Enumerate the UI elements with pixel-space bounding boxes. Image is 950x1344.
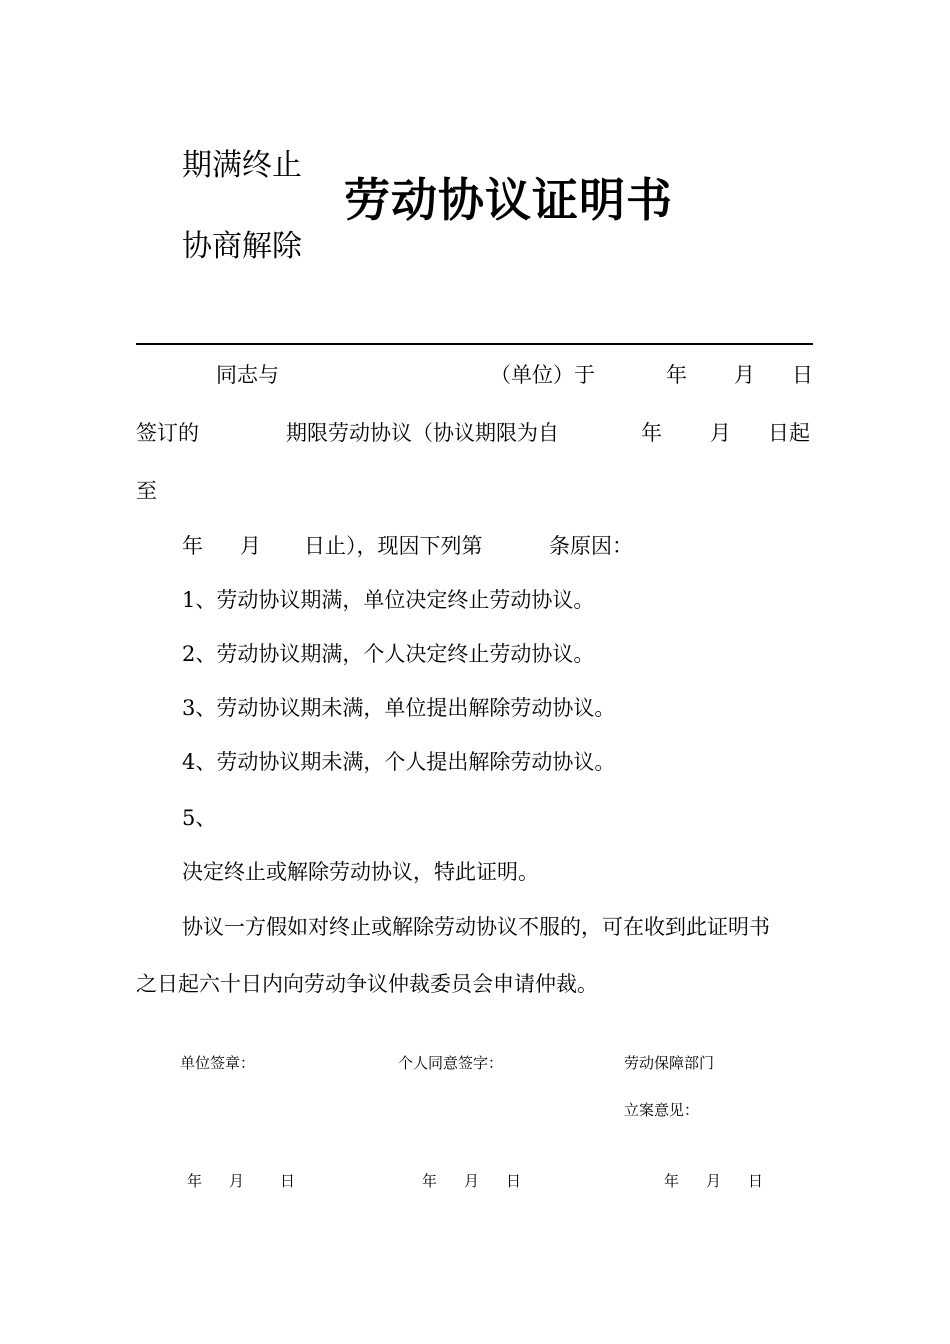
decision-text: 决定终止或解除劳动协议，特此证明。 <box>182 860 539 884</box>
document-title: 劳动协议证明书 <box>344 173 673 227</box>
blank-month: 月 <box>240 534 261 558</box>
text-term: 期限劳动协议（协议期限为自 <box>286 421 559 445</box>
list-item: 1、劳动协议期满，单位决定终止劳动协议。 <box>182 588 595 612</box>
text-comrade: 同志与 <box>216 363 279 387</box>
unit-seal-label: 单位签章： <box>180 1054 256 1072</box>
sign-day: 日 <box>280 1172 296 1190</box>
sign-month: 月 <box>706 1172 722 1190</box>
list-item: 5、 <box>182 806 217 830</box>
blank-year: 年 <box>182 534 203 558</box>
text-reason: 条原因： <box>549 534 633 558</box>
dept-label: 劳动保障部门 <box>624 1054 715 1072</box>
header-divider <box>136 343 813 345</box>
appeal-text-line2: 之日起六十日内向劳动争议仲裁委员会申请仲裁。 <box>136 972 598 996</box>
blank-day: 日 <box>792 363 813 387</box>
text-signed: 签订的 <box>136 421 199 445</box>
appeal-text-line1: 协议一方假如对终止或解除劳动协议不服的，可在收到此证明书 <box>182 915 770 939</box>
text-to: 至 <box>136 479 157 503</box>
blank-year: 年 <box>666 363 687 387</box>
person-sign-label: 个人同意签字： <box>398 1054 504 1072</box>
option-expire: 期满终止 <box>182 148 302 183</box>
sign-year: 年 <box>422 1172 438 1190</box>
blank-month: 月 <box>710 421 731 445</box>
list-item: 4、劳动协议期未满，个人提出解除劳动协议。 <box>182 750 616 774</box>
text-until: 日止），现因下列第 <box>304 534 483 558</box>
sign-day: 日 <box>748 1172 764 1190</box>
sign-year: 年 <box>664 1172 680 1190</box>
list-item: 3、劳动协议期未满，单位提出解除劳动协议。 <box>182 696 616 720</box>
blank-year: 年 <box>641 421 662 445</box>
text-day-from: 日起 <box>768 421 810 445</box>
sign-year: 年 <box>187 1172 203 1190</box>
dept-opinion-label: 立案意见： <box>624 1101 700 1119</box>
option-terminate: 协商解除 <box>182 229 302 264</box>
list-item: 2、劳动协议期满，个人决定终止劳动协议。 <box>182 642 595 666</box>
blank-month: 月 <box>734 363 755 387</box>
sign-day: 日 <box>506 1172 522 1190</box>
sign-month: 月 <box>464 1172 480 1190</box>
text-unit: （单位）于 <box>490 363 595 387</box>
sign-month: 月 <box>229 1172 245 1190</box>
